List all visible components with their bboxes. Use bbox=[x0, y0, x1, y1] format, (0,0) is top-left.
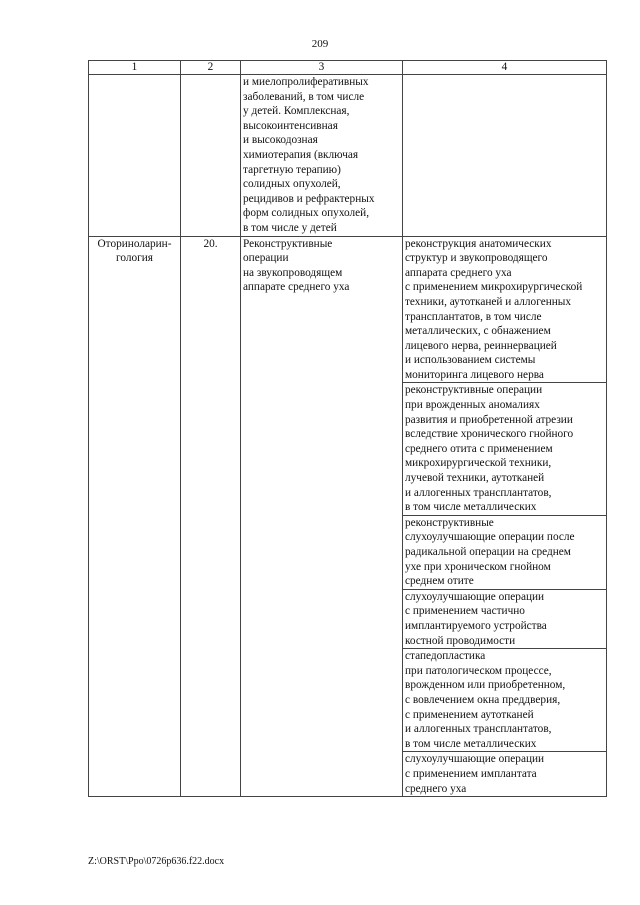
treatment-type-cell: Реконструктивные операции на звукопроводящем аппарате среднего уха bbox=[241, 236, 403, 797]
method-item: реконструктивные операции при врожденных аномалиях развития и приобретенной атрезии вследствие хронического гнойного среднего отита с применением микрохирургической техники, лучевой техники, аутотканей и аллогенных трансплантатов, в том числе металлических bbox=[403, 383, 606, 515]
specialty-cell: Оториноларин- гология bbox=[89, 236, 181, 797]
column-header-3: 3 bbox=[241, 61, 403, 75]
column-header-2: 2 bbox=[181, 61, 241, 75]
empty-cell bbox=[89, 75, 181, 237]
treatment-type-cell: и миелопролиферативных заболеваний, в том числе у детей. Комплексная, высокоинтенсивная и высокодозная химиотерапия (включая таргетную терапию) солидных опухолей, рецидивов и рефрактерных форм солидных опухолей, в том числе у детей bbox=[241, 75, 403, 237]
item-number-cell: 20. bbox=[181, 236, 241, 797]
method-item: реконструкция анатомических структур и звукопроводящего аппарата среднего уха с применением микрохирургической техники, аутотканей и аллогенных трансплантатов, в том числе металлических, с обнажением лицевого нерва, реиннервацией и использованием системы мониторинга лицевого нерва bbox=[403, 237, 606, 384]
empty-cell bbox=[181, 75, 241, 237]
page-number: 209 bbox=[311, 38, 329, 50]
empty-cell bbox=[403, 75, 607, 237]
table-header-row bbox=[89, 61, 607, 75]
file-path-footer: Z:\ORST\Ppo\0726p636.f22.docx bbox=[88, 856, 225, 867]
method-item: стапедопластика при патологическом процессе, врожденном или приобретенном, с вовлечением окна преддверия, с применением аутотканей и аллогенных трансплантатов, в том числе металлических bbox=[403, 649, 606, 752]
procedures-table bbox=[88, 60, 607, 797]
table-row-otorhinolaryngology bbox=[89, 236, 607, 797]
method-item: слухоулучшающие операции с применением частично имплантируемого устройства костной проводимости bbox=[403, 590, 606, 649]
method-item: слухоулучшающие операции с применением имплантата среднего уха bbox=[405, 753, 545, 795]
table-row-continuation bbox=[89, 75, 607, 237]
column-header-4: 4 bbox=[403, 61, 607, 75]
column-header-1: 1 bbox=[89, 61, 181, 75]
method-item: реконструктивные слухоулучшающие операции после радикальной операции на среднем ухе при хроническом гнойном среднем отите bbox=[403, 516, 606, 590]
methods-cell bbox=[403, 236, 607, 797]
